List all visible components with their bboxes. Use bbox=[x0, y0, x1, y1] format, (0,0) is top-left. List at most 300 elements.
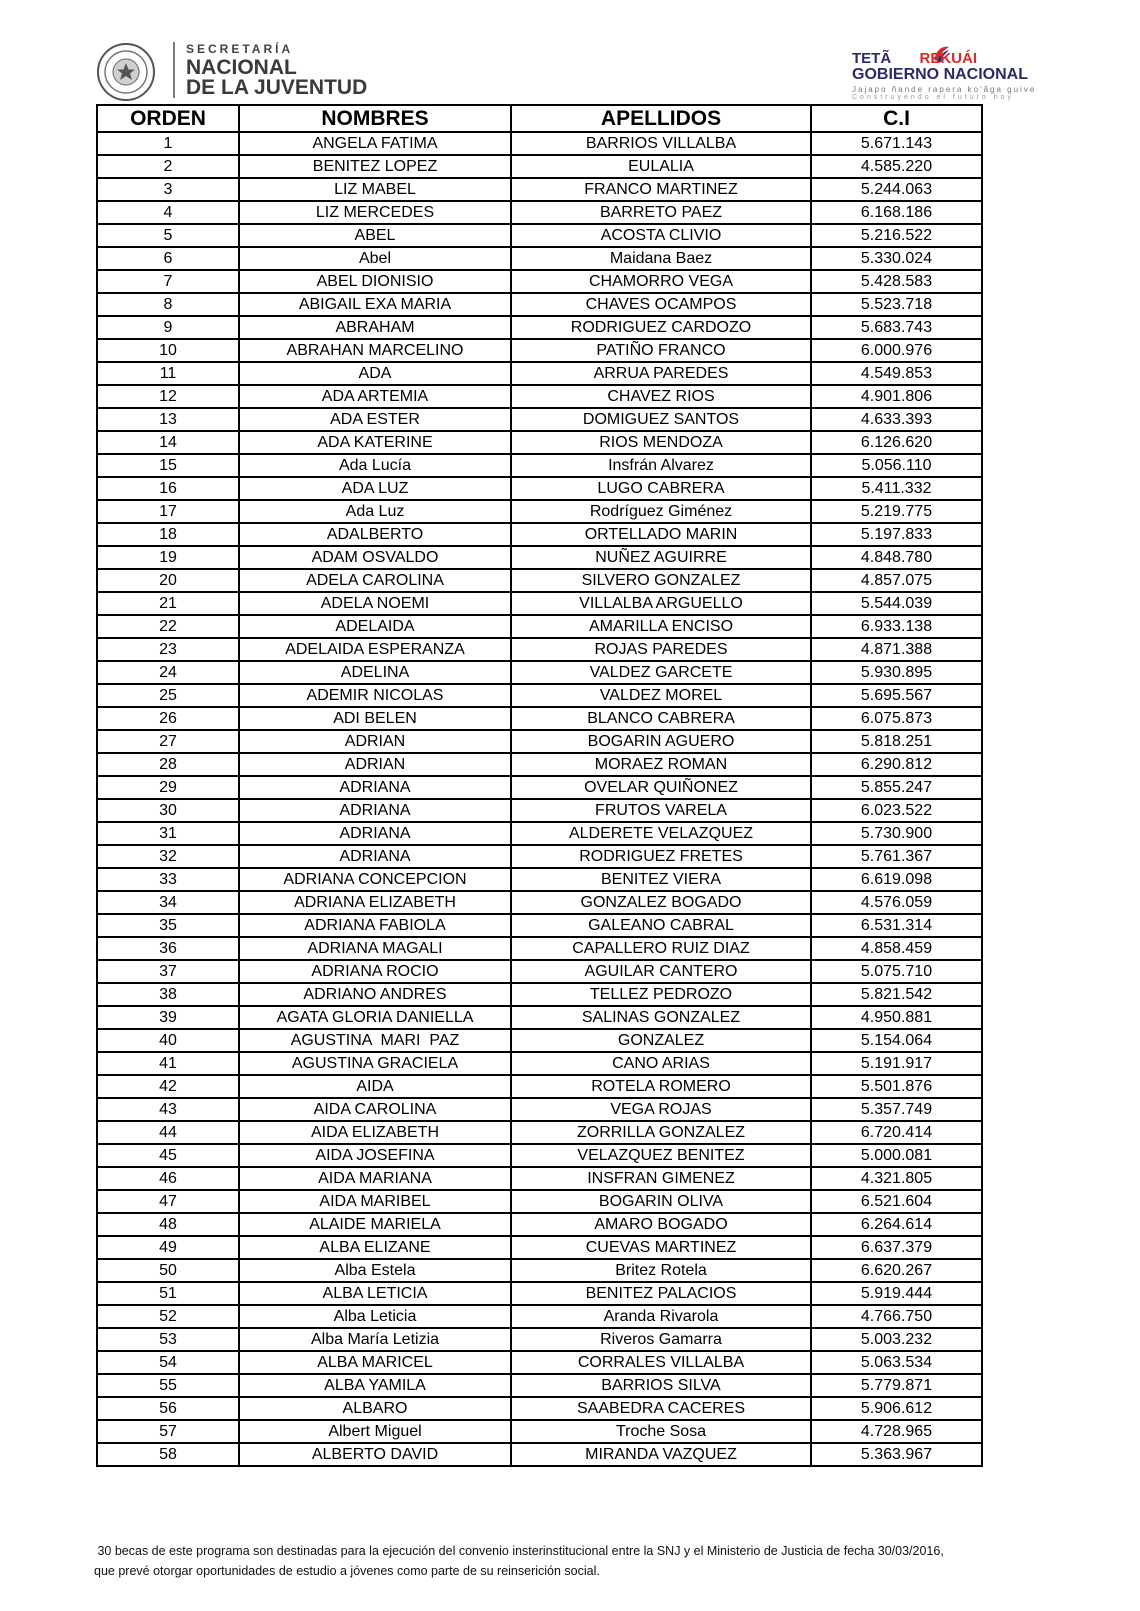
cell-ci: 6.126.620 bbox=[811, 431, 982, 454]
table-row bbox=[97, 638, 982, 661]
table-row bbox=[97, 845, 982, 868]
cell-orden: 50 bbox=[97, 1259, 239, 1282]
cell-nombres: ADRIANO ANDRES bbox=[239, 983, 511, 1006]
table-row bbox=[97, 891, 982, 914]
cell-ci: 6.720.414 bbox=[811, 1121, 982, 1144]
cell-orden: 19 bbox=[97, 546, 239, 569]
cell-ci: 4.633.393 bbox=[811, 408, 982, 431]
cell-nombres: ADA ARTEMIA bbox=[239, 385, 511, 408]
table-row bbox=[97, 776, 982, 799]
cell-nombres: AIDA CAROLINA bbox=[239, 1098, 511, 1121]
cell-ci: 5.930.895 bbox=[811, 661, 982, 684]
table-row bbox=[97, 822, 982, 845]
cell-nombres: ALAIDE MARIELA bbox=[239, 1213, 511, 1236]
table-row bbox=[97, 1167, 982, 1190]
national-seal-icon bbox=[96, 42, 156, 102]
cell-orden: 22 bbox=[97, 615, 239, 638]
table-row bbox=[97, 546, 982, 569]
cell-nombres: AGUSTINA GRACIELA bbox=[239, 1052, 511, 1075]
cell-nombres: ADRIANA bbox=[239, 776, 511, 799]
cell-apellidos: DOMIGUEZ SANTOS bbox=[511, 408, 811, 431]
cell-orden: 6 bbox=[97, 247, 239, 270]
cell-orden: 54 bbox=[97, 1351, 239, 1374]
cell-nombres: AIDA MARIBEL bbox=[239, 1190, 511, 1213]
cell-orden: 2 bbox=[97, 155, 239, 178]
cell-apellidos: CHAVEZ RIOS bbox=[511, 385, 811, 408]
cell-apellidos: ACOSTA CLIVIO bbox=[511, 224, 811, 247]
cell-ci: 5.330.024 bbox=[811, 247, 982, 270]
cell-ci: 5.075.710 bbox=[811, 960, 982, 983]
column-header-nombres: NOMBRES bbox=[239, 105, 511, 132]
table-row bbox=[97, 1213, 982, 1236]
cell-nombres: ADRIANA bbox=[239, 845, 511, 868]
cell-apellidos: INSFRAN GIMENEZ bbox=[511, 1167, 811, 1190]
cell-nombres: LIZ MABEL bbox=[239, 178, 511, 201]
cell-apellidos: RODRIGUEZ CARDOZO bbox=[511, 316, 811, 339]
cell-apellidos: NUÑEZ AGUIRRE bbox=[511, 546, 811, 569]
cell-orden: 34 bbox=[97, 891, 239, 914]
cell-orden: 40 bbox=[97, 1029, 239, 1052]
cell-ci: 5.063.534 bbox=[811, 1351, 982, 1374]
cell-apellidos: Insfrán Alvarez bbox=[511, 454, 811, 477]
cell-ci: 6.933.138 bbox=[811, 615, 982, 638]
cell-apellidos: BOGARIN AGUERO bbox=[511, 730, 811, 753]
cell-nombres: ADRIANA bbox=[239, 799, 511, 822]
cell-nombres: AIDA bbox=[239, 1075, 511, 1098]
table-row bbox=[97, 868, 982, 891]
table-row bbox=[97, 270, 982, 293]
table-row bbox=[97, 201, 982, 224]
cell-apellidos: BENITEZ PALACIOS bbox=[511, 1282, 811, 1305]
cell-nombres: BENITEZ LOPEZ bbox=[239, 155, 511, 178]
table-row bbox=[97, 362, 982, 385]
table-row bbox=[97, 431, 982, 454]
cell-ci: 5.363.967 bbox=[811, 1443, 982, 1466]
cell-orden: 9 bbox=[97, 316, 239, 339]
cell-nombres: ALBA ELIZANE bbox=[239, 1236, 511, 1259]
cell-orden: 39 bbox=[97, 1006, 239, 1029]
cell-ci: 5.919.444 bbox=[811, 1282, 982, 1305]
cell-orden: 4 bbox=[97, 201, 239, 224]
cell-ci: 5.428.583 bbox=[811, 270, 982, 293]
cell-apellidos: Britez Rotela bbox=[511, 1259, 811, 1282]
table-row bbox=[97, 247, 982, 270]
cell-nombres: ALBA YAMILA bbox=[239, 1374, 511, 1397]
table-row bbox=[97, 1328, 982, 1351]
cell-orden: 55 bbox=[97, 1374, 239, 1397]
table-row bbox=[97, 730, 982, 753]
table-row bbox=[97, 1121, 982, 1144]
cell-orden: 53 bbox=[97, 1328, 239, 1351]
cell-orden: 43 bbox=[97, 1098, 239, 1121]
table-row bbox=[97, 316, 982, 339]
cell-orden: 17 bbox=[97, 500, 239, 523]
table-row bbox=[97, 615, 982, 638]
table-row bbox=[97, 1190, 982, 1213]
cell-nombres: AIDA JOSEFINA bbox=[239, 1144, 511, 1167]
cell-orden: 51 bbox=[97, 1282, 239, 1305]
cell-nombres: AIDA MARIANA bbox=[239, 1167, 511, 1190]
cell-ci: 6.290.812 bbox=[811, 753, 982, 776]
cell-apellidos: MORAEZ ROMAN bbox=[511, 753, 811, 776]
table-row bbox=[97, 1075, 982, 1098]
table-row bbox=[97, 477, 982, 500]
cell-apellidos: Rodríguez Giménez bbox=[511, 500, 811, 523]
cell-ci: 5.501.876 bbox=[811, 1075, 982, 1098]
cell-apellidos: CANO ARIAS bbox=[511, 1052, 811, 1075]
cell-ci: 5.730.900 bbox=[811, 822, 982, 845]
table-row bbox=[97, 500, 982, 523]
table-header-row bbox=[97, 105, 982, 132]
cell-ci: 6.620.267 bbox=[811, 1259, 982, 1282]
cell-apellidos: BENITEZ VIERA bbox=[511, 868, 811, 891]
cell-ci: 6.264.614 bbox=[811, 1213, 982, 1236]
cell-ci: 5.197.833 bbox=[811, 523, 982, 546]
cell-orden: 3 bbox=[97, 178, 239, 201]
cell-nombres: Alba María Letizia bbox=[239, 1328, 511, 1351]
cell-nombres: ADA ESTER bbox=[239, 408, 511, 431]
cell-orden: 24 bbox=[97, 661, 239, 684]
cell-orden: 30 bbox=[97, 799, 239, 822]
cell-orden: 52 bbox=[97, 1305, 239, 1328]
cell-orden: 35 bbox=[97, 914, 239, 937]
cell-orden: 11 bbox=[97, 362, 239, 385]
cell-nombres: ADEMIR NICOLAS bbox=[239, 684, 511, 707]
cell-apellidos: GONZALEZ BOGADO bbox=[511, 891, 811, 914]
cell-nombres: AGATA GLORIA DANIELLA bbox=[239, 1006, 511, 1029]
cell-ci: 6.023.522 bbox=[811, 799, 982, 822]
cell-apellidos: ALDERETE VELAZQUEZ bbox=[511, 822, 811, 845]
cell-nombres: ADRIANA CONCEPCION bbox=[239, 868, 511, 891]
cell-apellidos: AGUILAR CANTERO bbox=[511, 960, 811, 983]
table-row bbox=[97, 1029, 982, 1052]
cell-nombres: ADELINA bbox=[239, 661, 511, 684]
cell-ci: 6.075.873 bbox=[811, 707, 982, 730]
snj-logo bbox=[186, 43, 367, 98]
cell-apellidos: CHAMORRO VEGA bbox=[511, 270, 811, 293]
cell-orden: 33 bbox=[97, 868, 239, 891]
cell-apellidos: SAABEDRA CACERES bbox=[511, 1397, 811, 1420]
cell-orden: 42 bbox=[97, 1075, 239, 1098]
cell-ci: 4.901.806 bbox=[811, 385, 982, 408]
cell-apellidos: VILLALBA ARGUELLO bbox=[511, 592, 811, 615]
cell-apellidos: CORRALES VILLALBA bbox=[511, 1351, 811, 1374]
table-row bbox=[97, 224, 982, 247]
cell-apellidos: EULALIA bbox=[511, 155, 811, 178]
cell-orden: 29 bbox=[97, 776, 239, 799]
cell-nombres: ADRIANA ROCIO bbox=[239, 960, 511, 983]
cell-ci: 4.766.750 bbox=[811, 1305, 982, 1328]
page-header bbox=[0, 0, 1140, 104]
cell-orden: 45 bbox=[97, 1144, 239, 1167]
column-header-ci: C.I bbox=[811, 105, 982, 132]
table-row bbox=[97, 1351, 982, 1374]
cell-orden: 15 bbox=[97, 454, 239, 477]
cell-ci: 5.411.332 bbox=[811, 477, 982, 500]
cell-orden: 26 bbox=[97, 707, 239, 730]
table-row bbox=[97, 1397, 982, 1420]
cell-apellidos: ORTELLADO MARIN bbox=[511, 523, 811, 546]
table-row bbox=[97, 523, 982, 546]
cell-apellidos: VEGA ROJAS bbox=[511, 1098, 811, 1121]
cell-ci: 5.671.143 bbox=[811, 132, 982, 155]
cell-nombres: ADA bbox=[239, 362, 511, 385]
cell-nombres: ABIGAIL EXA MARIA bbox=[239, 293, 511, 316]
cell-ci: 6.521.604 bbox=[811, 1190, 982, 1213]
table-body bbox=[97, 132, 982, 1466]
cell-apellidos: BARRIOS VILLALBA bbox=[511, 132, 811, 155]
scholarship-table bbox=[96, 104, 983, 1467]
cell-ci: 4.321.805 bbox=[811, 1167, 982, 1190]
cell-ci: 5.000.081 bbox=[811, 1144, 982, 1167]
cell-nombres: LIZ MERCEDES bbox=[239, 201, 511, 224]
table-row bbox=[97, 339, 982, 362]
cell-apellidos: SALINAS GONZALEZ bbox=[511, 1006, 811, 1029]
cell-nombres: Albert Miguel bbox=[239, 1420, 511, 1443]
cell-ci: 4.576.059 bbox=[811, 891, 982, 914]
table-row bbox=[97, 1098, 982, 1121]
cell-orden: 36 bbox=[97, 937, 239, 960]
cell-ci: 5.906.612 bbox=[811, 1397, 982, 1420]
cell-ci: 5.003.232 bbox=[811, 1328, 982, 1351]
snj-logo-line1: SECRETARÍA bbox=[186, 42, 294, 56]
cell-apellidos: TELLEZ PEDROZO bbox=[511, 983, 811, 1006]
cell-ci: 4.950.881 bbox=[811, 1006, 982, 1029]
cell-ci: 5.818.251 bbox=[811, 730, 982, 753]
table-row bbox=[97, 385, 982, 408]
cell-ci: 5.523.718 bbox=[811, 293, 982, 316]
gov-logo-tagline1: Jajapo ñande rapera ko'ãga guive bbox=[852, 85, 1037, 94]
cell-orden: 10 bbox=[97, 339, 239, 362]
cell-ci: 5.779.871 bbox=[811, 1374, 982, 1397]
cell-ci: 6.637.379 bbox=[811, 1236, 982, 1259]
cell-orden: 28 bbox=[97, 753, 239, 776]
cell-orden: 58 bbox=[97, 1443, 239, 1466]
cell-apellidos: ROTELA ROMERO bbox=[511, 1075, 811, 1098]
cell-orden: 13 bbox=[97, 408, 239, 431]
table-row bbox=[97, 1305, 982, 1328]
cell-apellidos: VELAZQUEZ BENITEZ bbox=[511, 1144, 811, 1167]
table-row bbox=[97, 799, 982, 822]
cell-orden: 18 bbox=[97, 523, 239, 546]
cell-apellidos: Maidana Baez bbox=[511, 247, 811, 270]
cell-ci: 5.821.542 bbox=[811, 983, 982, 1006]
cell-ci: 6.619.098 bbox=[811, 868, 982, 891]
table-row bbox=[97, 155, 982, 178]
table-row bbox=[97, 937, 982, 960]
cell-orden: 12 bbox=[97, 385, 239, 408]
cell-ci: 6.000.976 bbox=[811, 339, 982, 362]
table-row bbox=[97, 592, 982, 615]
cell-nombres: ANGELA FATIMA bbox=[239, 132, 511, 155]
cell-orden: 20 bbox=[97, 569, 239, 592]
gov-logo-word2: REKUÁI bbox=[919, 50, 978, 67]
cell-ci: 4.848.780 bbox=[811, 546, 982, 569]
cell-nombres: AGUSTINA MARI PAZ bbox=[239, 1029, 511, 1052]
cell-ci: 5.219.775 bbox=[811, 500, 982, 523]
cell-nombres: ADAM OSVALDO bbox=[239, 546, 511, 569]
cell-nombres: AIDA ELIZABETH bbox=[239, 1121, 511, 1144]
table-row bbox=[97, 1052, 982, 1075]
cell-apellidos: ROJAS PAREDES bbox=[511, 638, 811, 661]
cell-ci: 5.056.110 bbox=[811, 454, 982, 477]
cell-nombres: Abel bbox=[239, 247, 511, 270]
cell-ci: 4.549.853 bbox=[811, 362, 982, 385]
cell-apellidos: Troche Sosa bbox=[511, 1420, 811, 1443]
cell-apellidos: ZORRILLA GONZALEZ bbox=[511, 1121, 811, 1144]
table-row bbox=[97, 1443, 982, 1466]
cell-orden: 16 bbox=[97, 477, 239, 500]
cell-ci: 5.154.064 bbox=[811, 1029, 982, 1052]
footnote bbox=[94, 1541, 1054, 1581]
cell-apellidos: Riveros Gamarra bbox=[511, 1328, 811, 1351]
cell-nombres: ADELAIDA ESPERANZA bbox=[239, 638, 511, 661]
table-row bbox=[97, 661, 982, 684]
cell-orden: 41 bbox=[97, 1052, 239, 1075]
gov-logo-word1: TETÃ bbox=[852, 50, 892, 67]
table-row bbox=[97, 408, 982, 431]
table-row bbox=[97, 1144, 982, 1167]
cell-orden: 21 bbox=[97, 592, 239, 615]
cell-nombres: ADRIAN bbox=[239, 753, 511, 776]
cell-nombres: ADRIAN bbox=[239, 730, 511, 753]
column-header-orden: ORDEN bbox=[97, 105, 239, 132]
table-row bbox=[97, 983, 982, 1006]
cell-apellidos: Aranda Rivarola bbox=[511, 1305, 811, 1328]
column-header-apellidos: APELLIDOS bbox=[511, 105, 811, 132]
cell-nombres: ABRAHAN MARCELINO bbox=[239, 339, 511, 362]
cell-apellidos: FRANCO MARTINEZ bbox=[511, 178, 811, 201]
cell-ci: 4.871.388 bbox=[811, 638, 982, 661]
cell-nombres: ADRIANA FABIOLA bbox=[239, 914, 511, 937]
cell-nombres: ABEL DIONISIO bbox=[239, 270, 511, 293]
cell-ci: 5.695.567 bbox=[811, 684, 982, 707]
cell-apellidos: GALEANO CABRAL bbox=[511, 914, 811, 937]
cell-nombres: ADRIANA bbox=[239, 822, 511, 845]
cell-ci: 4.728.965 bbox=[811, 1420, 982, 1443]
table-row bbox=[97, 914, 982, 937]
cell-orden: 14 bbox=[97, 431, 239, 454]
government-logo bbox=[852, 50, 1062, 101]
cell-nombres: ADRIANA MAGALI bbox=[239, 937, 511, 960]
cell-orden: 56 bbox=[97, 1397, 239, 1420]
cell-ci: 5.683.743 bbox=[811, 316, 982, 339]
table-row bbox=[97, 960, 982, 983]
cell-nombres: ABEL bbox=[239, 224, 511, 247]
cell-orden: 1 bbox=[97, 132, 239, 155]
table-row bbox=[97, 132, 982, 155]
cell-orden: 5 bbox=[97, 224, 239, 247]
cell-nombres: ALBA LETICIA bbox=[239, 1282, 511, 1305]
cell-apellidos: OVELAR QUIÑONEZ bbox=[511, 776, 811, 799]
logo-divider bbox=[173, 42, 175, 98]
cell-orden: 27 bbox=[97, 730, 239, 753]
table-row bbox=[97, 707, 982, 730]
cell-apellidos: BARRIOS SILVA bbox=[511, 1374, 811, 1397]
cell-orden: 7 bbox=[97, 270, 239, 293]
snj-logo-line2: NACIONAL bbox=[186, 56, 297, 79]
cell-apellidos: MIRANDA VAZQUEZ bbox=[511, 1443, 811, 1466]
cell-nombres: Ada Lucía bbox=[239, 454, 511, 477]
cell-nombres: ADRIANA ELIZABETH bbox=[239, 891, 511, 914]
cell-apellidos: GONZALEZ bbox=[511, 1029, 811, 1052]
cell-apellidos: VALDEZ GARCETE bbox=[511, 661, 811, 684]
cell-apellidos: SILVERO GONZALEZ bbox=[511, 569, 811, 592]
cell-orden: 32 bbox=[97, 845, 239, 868]
table-row bbox=[97, 753, 982, 776]
cell-nombres: ADELA NOEMI bbox=[239, 592, 511, 615]
cell-nombres: ADELA CAROLINA bbox=[239, 569, 511, 592]
cell-ci: 5.357.749 bbox=[811, 1098, 982, 1121]
cell-apellidos: FRUTOS VARELA bbox=[511, 799, 811, 822]
cell-ci: 5.761.367 bbox=[811, 845, 982, 868]
gov-logo-title: GOBIERNO NACIONAL bbox=[852, 66, 1028, 83]
cell-orden: 8 bbox=[97, 293, 239, 316]
cell-apellidos: AMARILLA ENCISO bbox=[511, 615, 811, 638]
cell-orden: 46 bbox=[97, 1167, 239, 1190]
cell-apellidos: BLANCO CABRERA bbox=[511, 707, 811, 730]
cell-ci: 5.855.247 bbox=[811, 776, 982, 799]
cell-apellidos: PATIÑO FRANCO bbox=[511, 339, 811, 362]
table-row bbox=[97, 178, 982, 201]
cell-nombres: ADALBERTO bbox=[239, 523, 511, 546]
cell-orden: 47 bbox=[97, 1190, 239, 1213]
cell-orden: 25 bbox=[97, 684, 239, 707]
table-row bbox=[97, 1282, 982, 1305]
cell-orden: 57 bbox=[97, 1420, 239, 1443]
cell-nombres: Alba Leticia bbox=[239, 1305, 511, 1328]
cell-nombres: ALBARO bbox=[239, 1397, 511, 1420]
cell-orden: 37 bbox=[97, 960, 239, 983]
cell-orden: 31 bbox=[97, 822, 239, 845]
gov-logo-tagline2: Construyendo el futuro hoy bbox=[852, 94, 1015, 101]
cell-apellidos: LUGO CABRERA bbox=[511, 477, 811, 500]
table-row bbox=[97, 1420, 982, 1443]
cell-ci: 5.191.917 bbox=[811, 1052, 982, 1075]
cell-nombres: ALBA MARICEL bbox=[239, 1351, 511, 1374]
cell-apellidos: BARRETO PAEZ bbox=[511, 201, 811, 224]
cell-ci: 5.216.522 bbox=[811, 224, 982, 247]
cell-nombres: Alba Estela bbox=[239, 1259, 511, 1282]
cell-orden: 44 bbox=[97, 1121, 239, 1144]
cell-ci: 5.244.063 bbox=[811, 178, 982, 201]
cell-orden: 49 bbox=[97, 1236, 239, 1259]
cell-apellidos: VALDEZ MOREL bbox=[511, 684, 811, 707]
cell-nombres: Ada Luz bbox=[239, 500, 511, 523]
table-row bbox=[97, 1236, 982, 1259]
table-row bbox=[97, 569, 982, 592]
cell-apellidos: AMARO BOGADO bbox=[511, 1213, 811, 1236]
table-row bbox=[97, 454, 982, 477]
cell-apellidos: RIOS MENDOZA bbox=[511, 431, 811, 454]
cell-nombres: ADELAIDA bbox=[239, 615, 511, 638]
cell-apellidos: ARRUA PAREDES bbox=[511, 362, 811, 385]
table-row bbox=[97, 1006, 982, 1029]
cell-apellidos: RODRIGUEZ FRETES bbox=[511, 845, 811, 868]
cell-ci: 4.585.220 bbox=[811, 155, 982, 178]
cell-nombres: ABRAHAM bbox=[239, 316, 511, 339]
cell-orden: 48 bbox=[97, 1213, 239, 1236]
footnote-line2: que prevé otorgar oportunidades de estudio a jóvenes como parte de su reinserición social. bbox=[94, 1564, 600, 1578]
table-row bbox=[97, 684, 982, 707]
snj-logo-line3: DE LA JUVENTUD bbox=[186, 76, 368, 99]
cell-apellidos: CUEVAS MARTINEZ bbox=[511, 1236, 811, 1259]
cell-nombres: ADA KATERINE bbox=[239, 431, 511, 454]
cell-orden: 38 bbox=[97, 983, 239, 1006]
cell-ci: 6.168.186 bbox=[811, 201, 982, 224]
cell-ci: 4.857.075 bbox=[811, 569, 982, 592]
cell-nombres: ADI BELEN bbox=[239, 707, 511, 730]
